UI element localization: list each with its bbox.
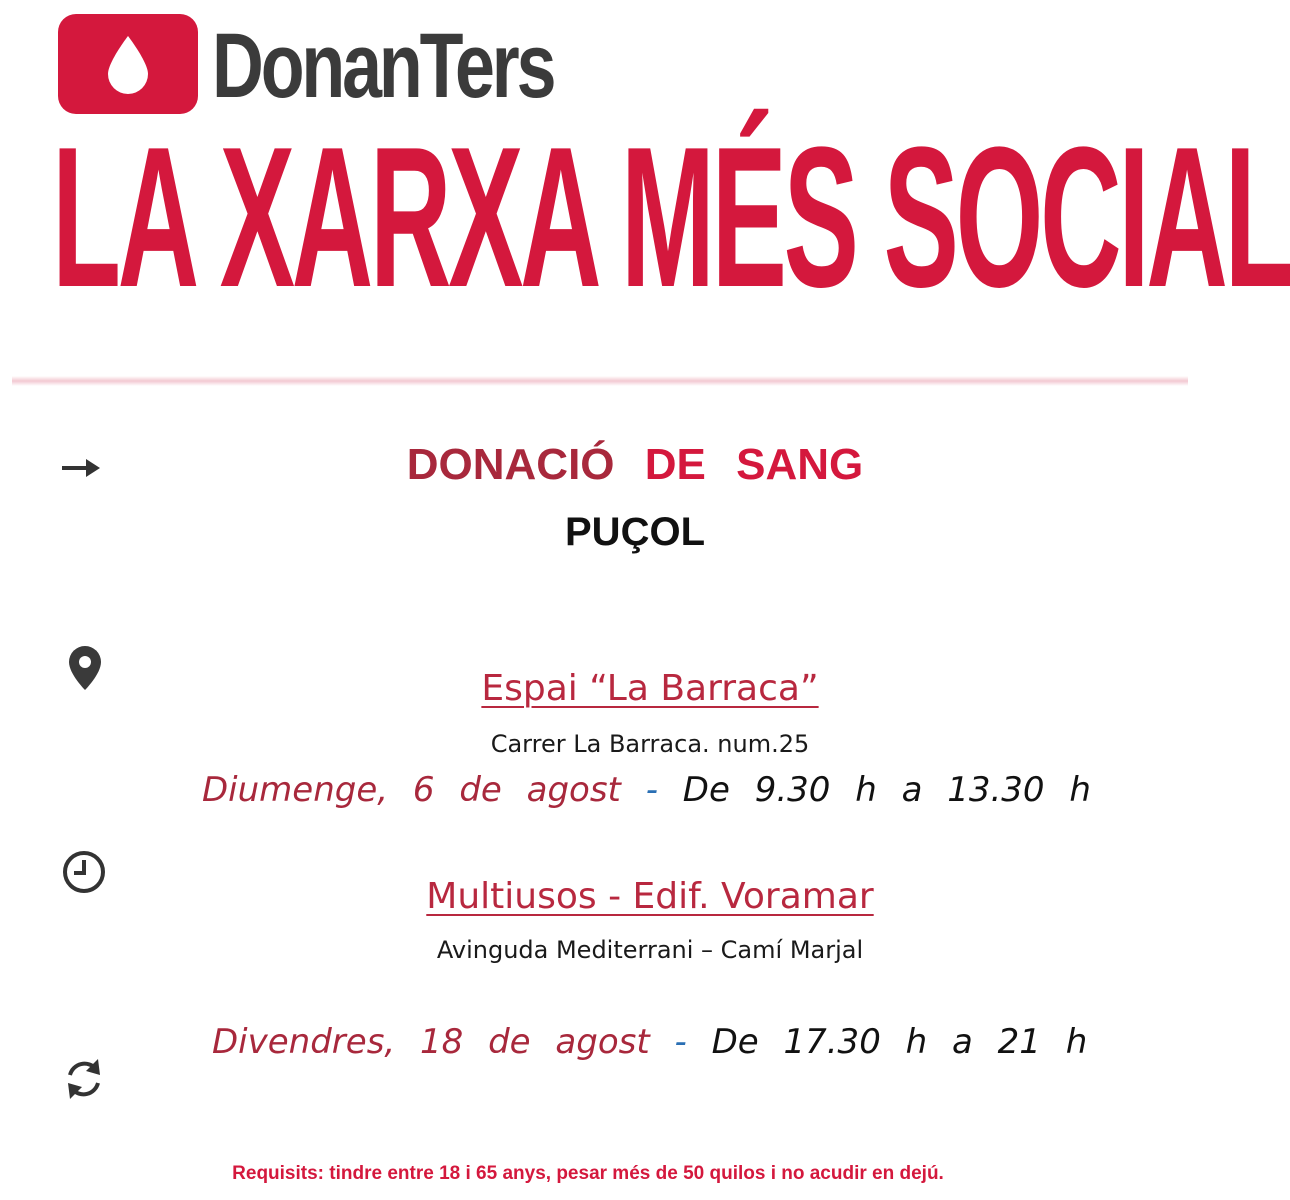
session-1-when	[202, 770, 1091, 810]
divider	[12, 376, 1188, 386]
session-2-address: Avinguda Mediterrani – Camí Marjal	[436, 936, 864, 964]
event-town: PUÇOL	[565, 510, 705, 554]
event-title	[0, 440, 1270, 490]
requirements-note: Requisits: tindre entre 18 i 65 anys, pesar més de 50 quilos i no acudir en dejú.	[232, 1163, 944, 1184]
session-2-venue: Multiusos - Edif. Voramar	[426, 876, 874, 917]
blood-drop-icon	[104, 34, 152, 96]
session-2-hours: De 17.30 h a 21 h	[711, 1022, 1088, 1062]
session-1-address: Carrer La Barraca. num.25	[490, 730, 810, 758]
brand-name: DonanTers	[212, 15, 554, 117]
headline-part2: MÉS SOCIAL	[620, 106, 1290, 329]
session-1-venue: Espai “La Barraca”	[481, 668, 819, 709]
brand-logo	[58, 14, 198, 114]
session-2-separator: -	[674, 1022, 687, 1062]
session-1-hours: De 9.30 h a 13.30 h	[682, 770, 1091, 810]
session-1-date: Diumenge, 6 de agost	[202, 770, 621, 810]
session-1-separator: -	[645, 770, 658, 810]
headline	[52, 106, 1290, 329]
session-2-when	[212, 1022, 1087, 1062]
refresh-icon	[60, 1055, 108, 1103]
session-2-date: Divendres, 18 de agost	[212, 1022, 650, 1062]
event-title-part2: DE SANG	[644, 440, 864, 489]
event-title-part1: DONACIÓ	[406, 440, 615, 489]
headline-part1: LA XARXA	[52, 106, 599, 329]
